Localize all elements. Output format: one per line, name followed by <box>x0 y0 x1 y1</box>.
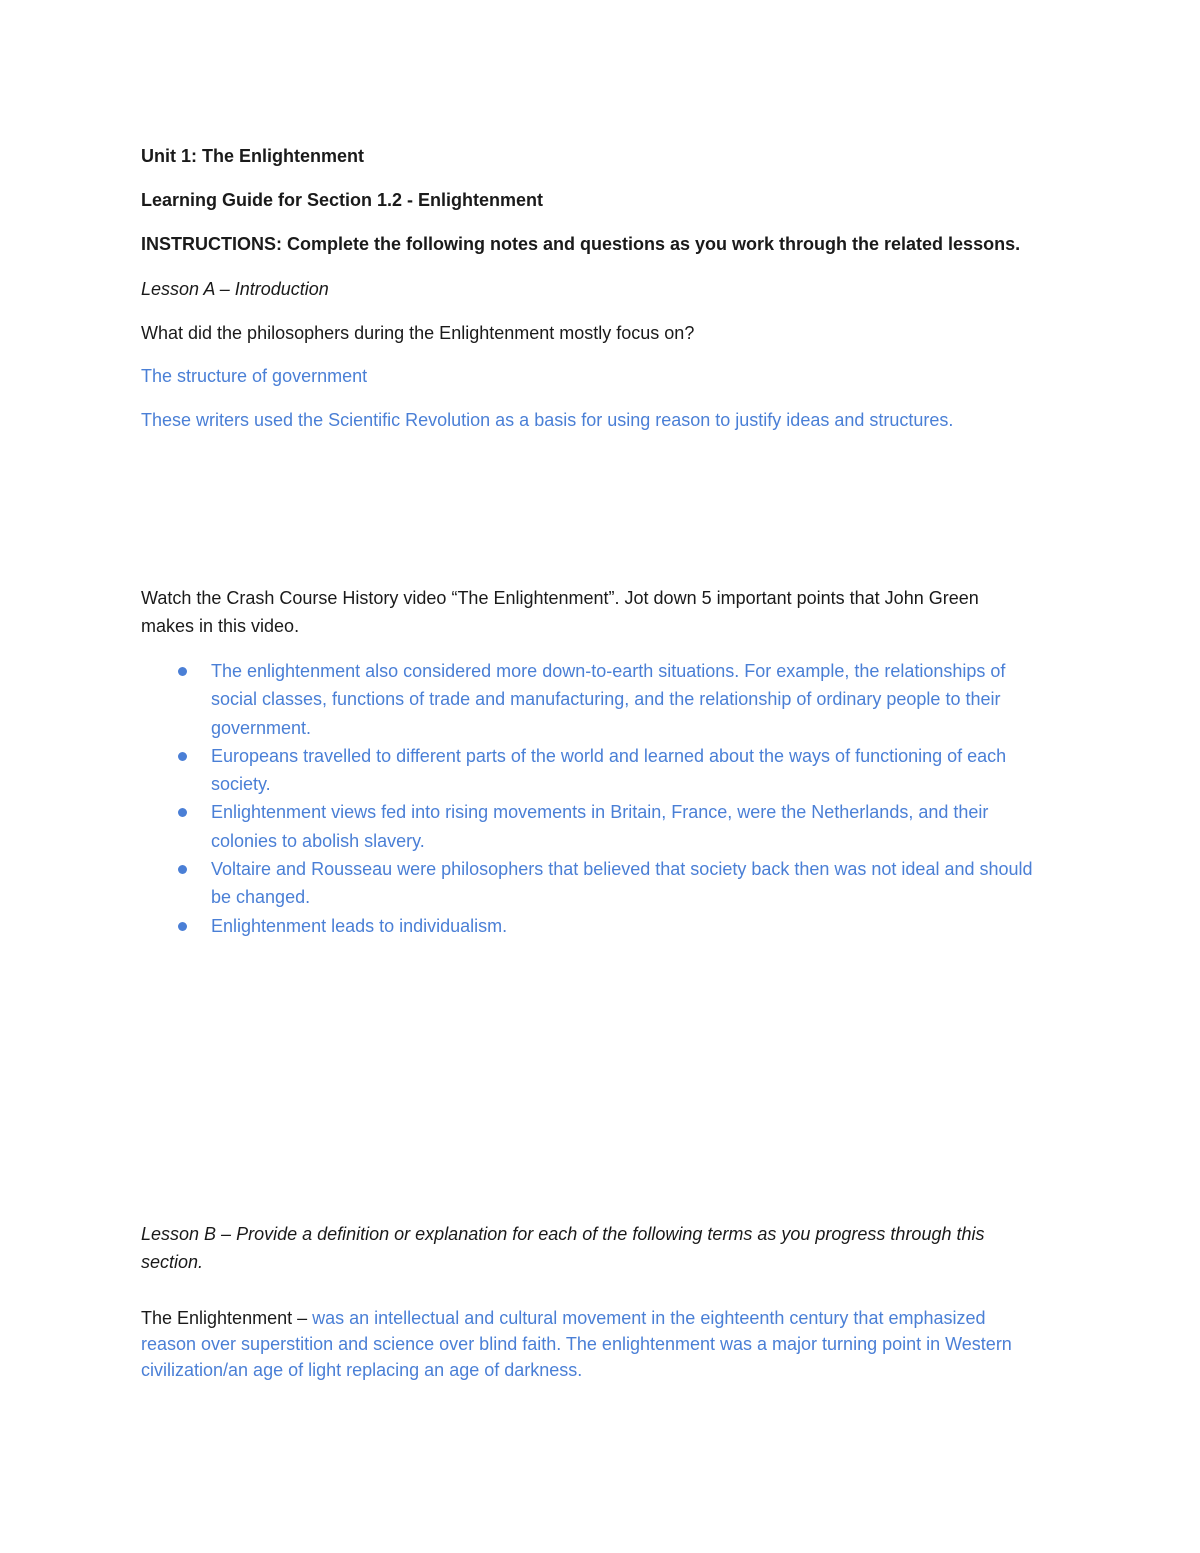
video-prompt: Watch the Crash Course History video “The Enlightenment”. Jot down 5 important points that John Green makes in this video. <box>141 588 979 636</box>
bullet-icon <box>178 808 187 817</box>
video-point-text: Enlightenment leads to individualism. <box>211 915 508 936</box>
definition-text: was an intellectual and cultural movement in the eighteenth century that emphasized reason over superstition and science over blind faith. The enlightenment was a major turning point in Western civilization/an age of light replacing an age of darkness. <box>141 1308 1012 1380</box>
definition-term: The Enlightenment – <box>141 1308 313 1328</box>
video-point-text: The enlightenment also considered more down-to-earth situations. For example, the relationships of social classes, functions of trade and manufacturing, and the relationship of ordinary people to their government. <box>211 661 1006 738</box>
video-point-text: Enlightenment views fed into rising movements in Britain, France, were the Netherlands, and their colonies to abolish slavery. <box>211 802 989 851</box>
video-points-list <box>176 657 1056 940</box>
document-title: Unit 1: The Enlightenment <box>141 146 364 166</box>
lesson-a-question: What did the philosophers during the Enlightenment mostly focus on? <box>141 323 695 343</box>
lesson-a-answer-2: These writers used the Scientific Revolution as a basis for using reason to justify ideas and structures. <box>141 410 954 430</box>
list-item <box>176 798 1056 855</box>
bullet-icon <box>178 667 187 676</box>
video-point-text: Voltaire and Rousseau were philosophers that believed that society back then was not ideal and should be changed. <box>211 859 1033 908</box>
list-item <box>176 855 1056 912</box>
lesson-a-answer-1: The structure of government <box>141 366 368 386</box>
instructions-text: INSTRUCTIONS: Complete the following notes and questions as you work through the related lessons. <box>141 234 1021 254</box>
bullet-icon <box>178 752 187 761</box>
enlightenment-definition <box>141 1305 1021 1383</box>
bullet-icon <box>178 865 187 874</box>
list-item <box>176 912 1056 940</box>
video-point-text: Europeans travelled to different parts of the world and learned about the ways of functioning of each society. <box>211 745 1007 795</box>
lesson-a-heading: Lesson A – Introduction <box>141 279 329 299</box>
bullet-icon <box>178 922 187 931</box>
learning-guide-subtitle: Learning Guide for Section 1.2 - Enlightenment <box>141 190 544 210</box>
lesson-b-heading: Lesson B – Provide a definition or explanation for each of the following terms as you progress through this section. <box>141 1224 985 1272</box>
list-item <box>176 657 1056 742</box>
list-item <box>176 742 1056 799</box>
